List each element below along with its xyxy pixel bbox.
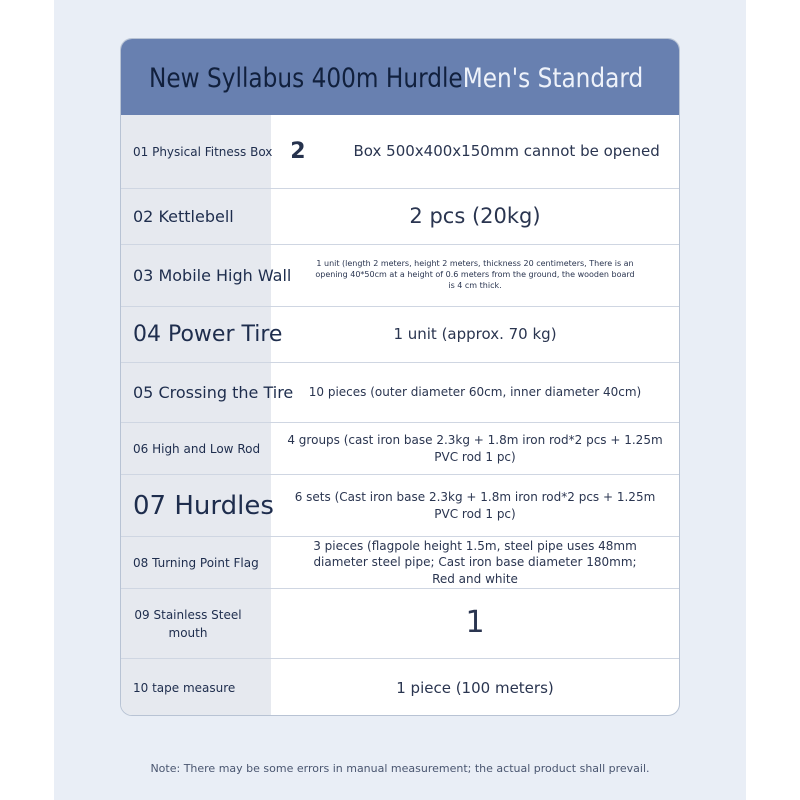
item-name: 08 Turning Point Flag <box>133 555 259 570</box>
item-spec: 1 unit (approx. 70 kg) <box>393 325 557 344</box>
item-spec: 1 unit (length 2 meters, height 2 meters, thickness 20 centimeters, There is an opening 40*50cm at a height of 0.6 meters from the ground, the wooden board is 4 cm thick. <box>315 259 635 290</box>
item-name: 09 Stainless Steel mouth <box>134 607 242 640</box>
item-spec: 3 pieces (flagpole height 1.5m, steel pipe uses 48mm diameter steel pipe; Cast iron base diameter 180mm; Red and white <box>313 539 637 586</box>
table-row <box>121 537 679 589</box>
table-row <box>121 363 679 423</box>
disclaimer-note: Note: There may be some errors in manual measurement; the actual product shall prevail. <box>150 762 650 775</box>
card-header <box>121 39 679 115</box>
table-row <box>121 307 679 363</box>
item-name: 07 Hurdles <box>133 490 274 521</box>
item-name: 10 tape measure <box>133 681 236 695</box>
table-row <box>121 189 679 245</box>
spec-card <box>120 38 680 716</box>
table-row <box>121 245 679 307</box>
item-spec: 2 pcs (20kg) <box>409 204 541 229</box>
item-name: 05 Crossing the Tire <box>133 383 294 402</box>
item-name: 02 Kettlebell <box>133 207 234 226</box>
table-row <box>121 659 679 716</box>
table-row <box>121 475 679 537</box>
page-title <box>149 63 643 95</box>
item-spec-text: Box 500x400x150mm cannot be opened <box>353 142 660 161</box>
item-spec: 6 sets (Cast iron base 2.3kg + 1.8m iron rod*2 pcs + 1.25m PVC rod 1 pc) <box>294 490 656 521</box>
table-row <box>121 115 679 189</box>
item-name: 06 High and Low Rod <box>133 441 261 456</box>
item-name: 03 Mobile High Wall <box>133 266 292 285</box>
table-row <box>121 423 679 475</box>
title-main: New Syllabus 400m Hurdle <box>149 63 463 94</box>
table-row <box>121 589 679 659</box>
item-name: 04 Power Tire <box>133 322 283 347</box>
item-count: 2 <box>290 138 306 164</box>
item-spec <box>271 115 679 188</box>
item-spec: 1 <box>465 605 485 641</box>
item-name: 01 Physical Fitness Box <box>133 144 273 159</box>
item-spec: 1 piece (100 meters) <box>396 678 554 697</box>
item-spec: 4 groups (cast iron base 2.3kg + 1.8m iron rod*2 pcs + 1.25m PVC rod 1 pc) <box>287 433 663 464</box>
title-sub: Men's Standard <box>462 63 644 94</box>
item-spec: 10 pieces (outer diameter 60cm, inner diameter 40cm) <box>308 385 642 400</box>
